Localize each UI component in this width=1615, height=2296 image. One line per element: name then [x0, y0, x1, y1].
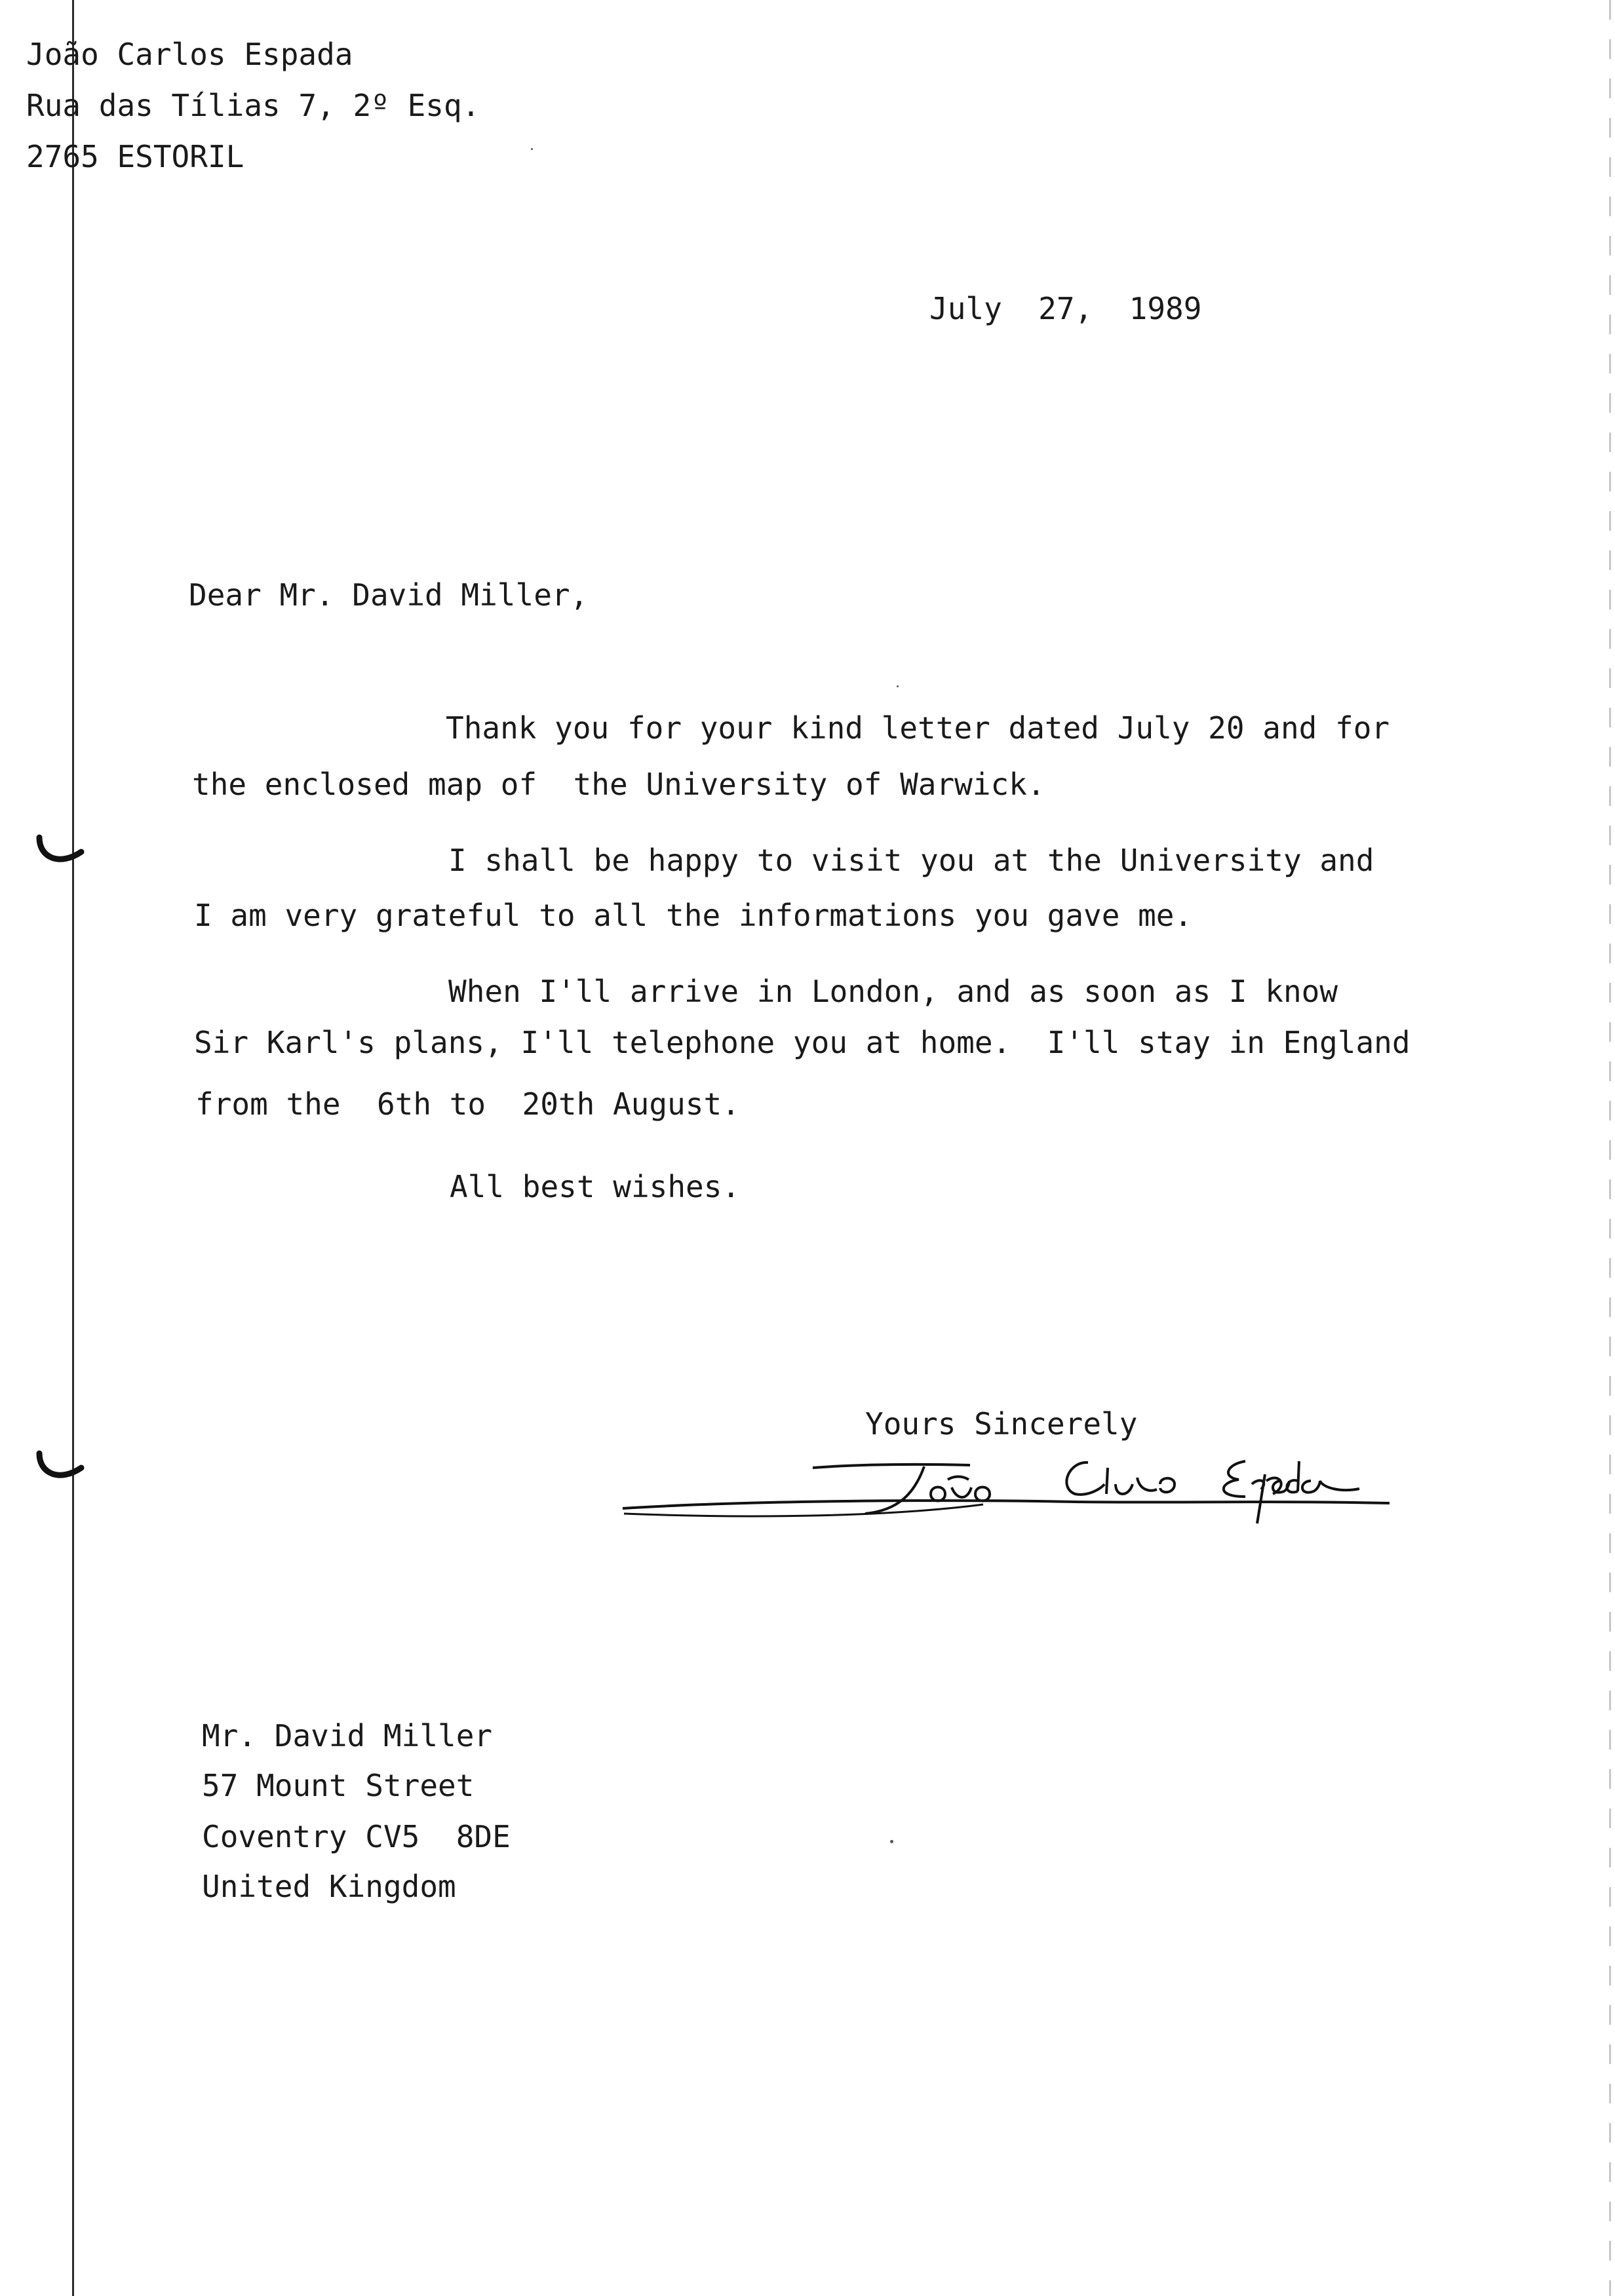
body-line: When I'll arrive in London, and as soon as I know: [448, 974, 1338, 1009]
recipient-name: Mr. David Miller: [202, 1718, 493, 1753]
recipient-street: 57 Mount Street: [202, 1768, 475, 1803]
paper-speck: [531, 148, 533, 150]
body-line: I shall be happy to visit you at the University and: [448, 843, 1374, 878]
body-line: from the 6th to 20th August.: [195, 1086, 740, 1122]
page-edge-rule: [1609, 0, 1611, 2296]
paper-speck: [897, 685, 899, 687]
body-line: Thank you for your kind letter dated July 20 and for: [446, 710, 1390, 746]
letter-date: July 27, 1989: [929, 291, 1202, 326]
body-line: the enclosed map of the University of Warwick.: [192, 767, 1045, 802]
signature: [616, 1448, 1403, 1533]
recipient-country: United Kingdom: [202, 1869, 456, 1904]
body-line: All best wishes.: [450, 1169, 741, 1204]
body-line: I am very grateful to all the informations you gave me.: [194, 898, 1193, 933]
recipient-city: Coventry CV5 8DE: [202, 1819, 511, 1854]
body-line: Sir Karl's plans, I'll telephone you at home. I'll stay in England: [194, 1025, 1411, 1060]
sender-street: Rua das Tílias 7, 2º Esq.: [26, 88, 480, 123]
paper-speck: [890, 1840, 893, 1843]
punch-hole-mark-1: [34, 832, 87, 871]
closing: Yours Sincerely: [865, 1406, 1138, 1442]
punch-hole-mark-2: [34, 1448, 87, 1487]
sender-city: 2765 ESTORIL: [26, 139, 244, 174]
salutation: Dear Mr. David Miller,: [189, 577, 589, 613]
sender-name: João Carlos Espada: [26, 37, 353, 72]
margin-rule: [72, 0, 74, 2296]
